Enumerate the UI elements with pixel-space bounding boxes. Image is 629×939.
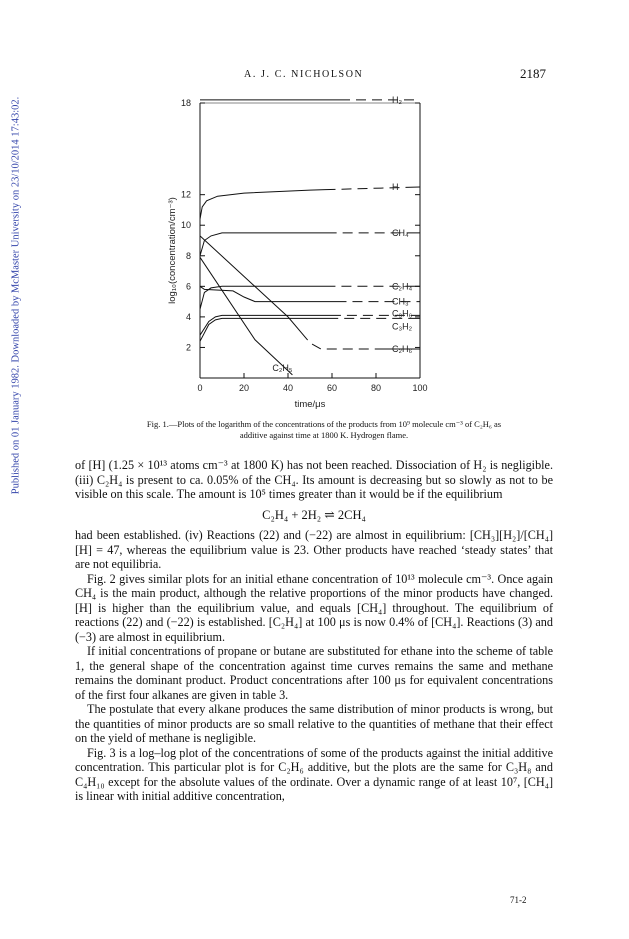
text-line: [CH₃][H₂]/[CH₄][H] = 47, whereas the equilibrium value is 23. Other products have xyxy=(75,528,554,557)
x-tick-label: 40 xyxy=(282,383,294,393)
y-tick-label: 4 xyxy=(185,311,191,322)
paragraph xyxy=(75,644,553,702)
paragraph xyxy=(75,746,553,804)
text-line: is negligible. (iii) C₂H₄ is present to ca. 0.05% of the CH₄. Its amount is decreasing xyxy=(75,458,554,487)
paragraph xyxy=(75,458,553,502)
y-tick-label: 6 xyxy=(185,281,191,292)
caption-line: Fig. 1.—Plots of the logarithm of the concentrations of the products from 10⁹ molecule cm⁻³ of C₂H₆ as xyxy=(146,419,502,429)
text-line: the same and methane remains the dominant product. Product concentrations after xyxy=(75,658,554,687)
text-line: 100 μs for equivalent concentrations of the first four alkanes are given in table 3. xyxy=(75,673,553,702)
x-tick-label: 80 xyxy=(370,383,382,393)
text-line: had been established. (iv) Reactions (22) and (−22) are almost in equilibrium: xyxy=(75,528,466,542)
series-label: C₂H₅ xyxy=(272,362,293,373)
y-tick-label: 8 xyxy=(185,250,191,261)
series-line xyxy=(200,236,420,349)
footer-mark: 71-2 xyxy=(510,895,527,905)
y-axis-label: log₁₀(concentration/cm⁻³) xyxy=(167,197,178,304)
figure-1-chart xyxy=(0,0,629,420)
paragraph xyxy=(75,702,553,746)
x-tick-label: 100 xyxy=(412,383,428,393)
text-line: but so slowly as not to be visible on this scale. The amount is 10⁵ times greater than xyxy=(75,472,554,501)
text-line: of [H] (1.25 × 10¹³ atoms cm⁻³ at 1800 K) has not been reached. Dissociation of H₂ xyxy=(75,458,487,472)
side-note-text: Published on 01 January 1982. Downloaded by McMaster University on 23/10/2014 17:43:02. xyxy=(10,96,22,495)
text-line: is wrong, but the quantities of minor products are so small relative to the quantities xyxy=(75,702,554,731)
x-axis-label: time/μs xyxy=(294,399,326,410)
page-number: 2187 xyxy=(520,66,546,81)
y-tick-label: 10 xyxy=(180,220,191,231)
text-line: initial additive concentration. This particular plot is for C₂H₆ additive, but the plots xyxy=(75,745,553,774)
y-tick-label: 18 xyxy=(180,98,191,108)
figure-caption xyxy=(104,419,544,441)
equation: C₂H₄ + 2H₂ ⇌ 2CH₄ xyxy=(262,507,366,522)
series-label: C₂H₆ xyxy=(392,343,413,354)
text-line: If initial concentrations of propane or butane are substituted for ethane into the xyxy=(87,644,473,658)
series-line xyxy=(200,286,420,309)
text-line: Fig. 3 is a log–log plot of the concentrations of some of the products against the xyxy=(87,745,479,760)
series-line xyxy=(200,257,292,375)
text-line: The postulate that every alkane produces the same distribution of minor products xyxy=(87,702,486,716)
running-head: A. J. C. NICHOLSON xyxy=(244,69,364,80)
chart-labels xyxy=(272,95,412,373)
paragraph xyxy=(75,572,553,645)
text-line: reached ‘steady states’ that are not equilibria. xyxy=(75,542,553,571)
caption-line: additive against time at 1800 K. Hydrogen flame. xyxy=(239,430,409,440)
series-line xyxy=(200,318,420,341)
y-tick-label: 2 xyxy=(185,342,191,353)
text-line: a dynamic range of at least 10⁷, [CH₄] is linear with initial additive concentration, xyxy=(75,774,553,803)
chart-series xyxy=(200,100,420,375)
series-label: CH₄ xyxy=(392,227,409,238)
series-label: C₃H₂ xyxy=(392,321,413,332)
text-line: products have changed. [H] is higher than the equilibrium value, and equals [CH₄] xyxy=(75,586,553,615)
text-line: throughout. The equilibrium of reactions (22) and (−22) is established. [C₂H₄] at xyxy=(75,600,554,629)
series-line xyxy=(200,233,420,256)
text-line: are the same for C₃H₈ and C₄H₁₀ except for the absolute values of the ordinate. Over xyxy=(75,760,553,789)
body-text xyxy=(75,458,553,804)
series-label: H₂ xyxy=(392,94,402,105)
series-label: H xyxy=(392,182,399,193)
text-line: Once again CH₄ is the main product, although the relative proportions of the minor xyxy=(75,571,553,600)
series-label: CH₃ xyxy=(392,296,409,307)
y-tick-label: 12 xyxy=(180,189,191,200)
series-line xyxy=(200,187,420,219)
series-line xyxy=(200,286,420,301)
text-line: 100 μs is now 0.4% of [CH₄]. Reactions (3) and (−3) are almost in equilibrium. xyxy=(75,615,553,644)
text-line: it would be if the equilibrium xyxy=(359,487,503,501)
text-line: of methane that their effect on the yield of methane is negligible. xyxy=(75,716,553,745)
paragraph xyxy=(75,528,553,572)
text-line: Fig. 2 gives similar plots for an initial ethane concentration of 10¹³ molecule cm⁻³. xyxy=(87,571,495,586)
x-tick-label: 20 xyxy=(238,383,250,393)
x-tick-label: 0 xyxy=(197,383,203,393)
text-line: scheme of table 1, the general shape of the concentration against time curves remains xyxy=(75,644,554,673)
chart-axes xyxy=(167,98,428,410)
x-tick-label: 60 xyxy=(326,383,338,393)
series-label: C₂H₄ xyxy=(392,281,413,292)
series-label: C₃H₆ xyxy=(392,308,413,319)
